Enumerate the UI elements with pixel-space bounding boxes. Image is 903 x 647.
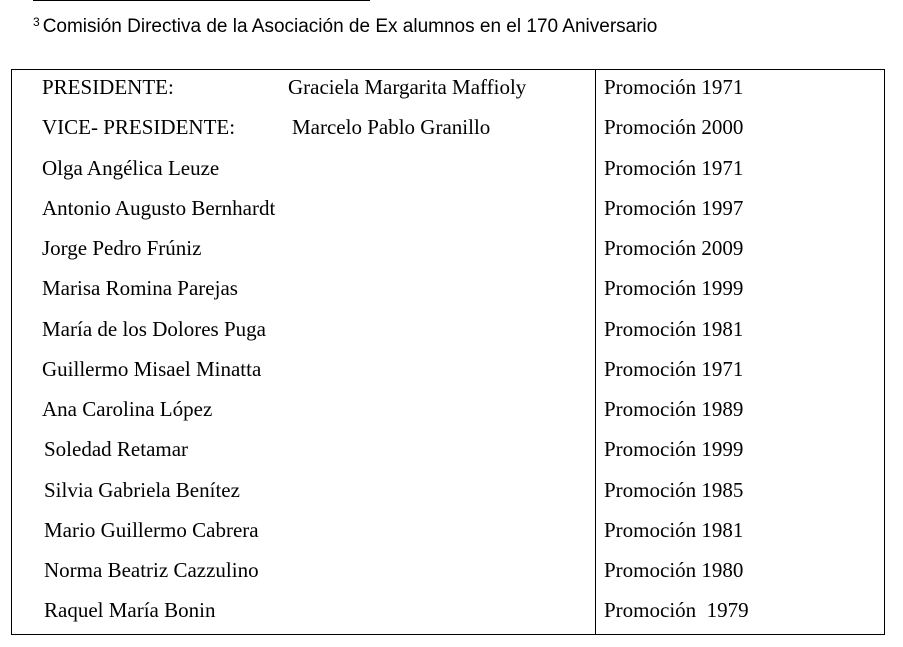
- member-name: Silvia Gabriela Benítez: [44, 478, 240, 502]
- member-name: Mario Guillermo Cabrera: [44, 518, 259, 542]
- table-row: [12, 273, 884, 313]
- table-row: [12, 314, 884, 354]
- member-name: Norma Beatriz Cazzulino: [44, 558, 259, 582]
- promotion-year: Promoción 1979: [604, 598, 749, 622]
- promotion-year: Promoción 1985: [604, 478, 744, 502]
- promotion-year: Promoción 1999: [604, 276, 744, 300]
- footnote: [33, 14, 657, 41]
- member-name: María de los Dolores Puga: [42, 317, 266, 341]
- table-row-president: [12, 72, 884, 112]
- role-label: VICE- PRESIDENTE:: [42, 115, 236, 139]
- table-row: [12, 153, 884, 193]
- footnote-text: Comisión Directiva de la Asociación de Ex alumnos en el 170 Aniversario: [42, 16, 658, 37]
- promotion-year: Promoción 1971: [604, 75, 744, 99]
- committee-table: [11, 69, 885, 635]
- member-name: Antonio Augusto Bernhardt: [42, 196, 276, 220]
- member-name: Ana Carolina López: [42, 397, 213, 421]
- member-name: Jorge Pedro Frúniz: [42, 236, 202, 260]
- table-row: [12, 475, 884, 515]
- member-name: Raquel María Bonin: [44, 598, 216, 622]
- role-label: PRESIDENTE:: [42, 75, 174, 99]
- member-name: Graciela Margarita Maffioly: [288, 75, 527, 99]
- table-row: [12, 595, 884, 635]
- member-name: Marisa Romina Parejas: [42, 276, 238, 300]
- table-row: [12, 555, 884, 595]
- table-row-vice-president: [12, 112, 884, 152]
- promotion-year: Promoción 1971: [604, 156, 744, 180]
- promotion-year: Promoción 1971: [604, 357, 744, 381]
- member-name: Olga Angélica Leuze: [42, 156, 220, 180]
- promotion-year: Promoción 1980: [604, 558, 744, 582]
- table-row: [12, 354, 884, 394]
- table-row: [12, 515, 884, 555]
- promotion-year: Promoción 1981: [604, 518, 744, 542]
- member-name: Guillermo Misael Minatta: [42, 357, 262, 381]
- promotion-year: Promoción 1999: [604, 437, 744, 461]
- member-name: Soledad Retamar: [44, 437, 189, 461]
- promotion-year: Promoción 2000: [604, 115, 744, 139]
- promotion-year: Promoción 2009: [604, 236, 744, 260]
- promotion-year: Promoción 1981: [604, 317, 744, 341]
- table-row: [12, 434, 884, 474]
- table-row: [12, 233, 884, 273]
- table-row: [12, 193, 884, 233]
- footnote-number: 3: [33, 15, 40, 29]
- table-row: [12, 394, 884, 434]
- promotion-year: Promoción 1989: [604, 397, 744, 421]
- promotion-year: Promoción 1997: [604, 196, 744, 220]
- member-name: Marcelo Pablo Granillo: [292, 115, 491, 139]
- footnote-separator: [33, 0, 370, 1]
